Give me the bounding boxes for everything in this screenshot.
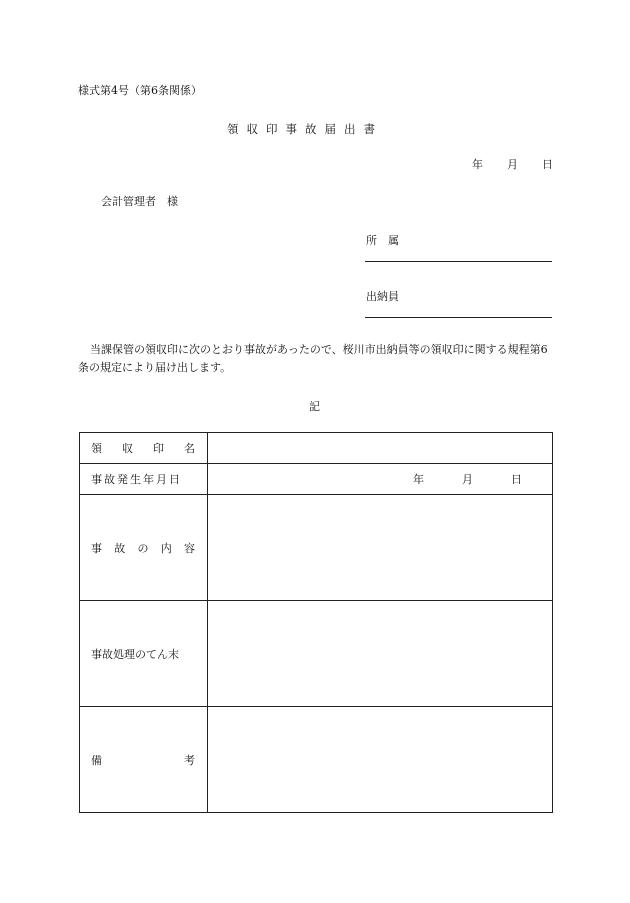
table-row-remarks: [80, 707, 553, 813]
remarks-field[interactable]: [208, 707, 553, 813]
affiliation-signature-line[interactable]: [365, 261, 552, 262]
cashier-label: 出納員: [366, 290, 399, 303]
affiliation-label: 所 属: [366, 234, 399, 247]
header-date: [472, 156, 553, 172]
incident-date-field[interactable]: [208, 464, 553, 495]
receipt-stamp-name-field[interactable]: [208, 433, 553, 464]
table-row-receipt-stamp-name: [80, 433, 553, 464]
label-char: 領: [91, 442, 102, 455]
label-char: 印: [153, 442, 164, 455]
label-char: 故: [114, 541, 126, 555]
incident-date-label: [80, 464, 208, 495]
incident-handling-label-text: 事故処理のてん末: [91, 647, 179, 661]
ki-heading: 記: [309, 400, 320, 413]
document-title: 領収印事故届出書: [227, 122, 383, 136]
table-row-incident-date: [80, 464, 553, 495]
header-date-day: 日: [542, 158, 553, 171]
table-row-incident-handling: [80, 601, 553, 707]
form-number: 様式第4号（第6条関係）: [78, 84, 202, 97]
body-text: 当課保管の領収印に次のとおり事故があったので、桜川市出納員等の領収印に関する規程第6条の規定により届け出します。: [78, 343, 548, 374]
receipt-stamp-name-label: [80, 433, 208, 464]
header-date-year: 年: [472, 158, 483, 171]
incident-content-field[interactable]: [208, 495, 553, 601]
label-char: 名: [184, 442, 195, 455]
addressee: 会計管理者 様: [101, 195, 178, 208]
incident-date-label-text: 事故発生年月日: [91, 473, 182, 486]
label-char: 事: [91, 541, 102, 555]
incident-date-day: 日: [511, 473, 522, 486]
incident-handling-field[interactable]: [208, 601, 553, 707]
label-char: 収: [122, 442, 133, 455]
table-row-incident-content: [80, 495, 553, 601]
label-char: 備: [91, 753, 102, 767]
label-char: の: [137, 541, 149, 555]
label-char: 内: [160, 541, 172, 555]
incident-record-table: [79, 432, 553, 813]
incident-handling-label: [80, 601, 208, 707]
remarks-label: [80, 707, 208, 813]
label-char: 容: [184, 541, 195, 555]
incident-date-year: 年: [413, 473, 424, 486]
incident-date-month: 月: [462, 473, 473, 486]
incident-content-label: [80, 495, 208, 601]
label-char: 考: [184, 753, 195, 767]
cashier-signature-line[interactable]: [365, 317, 552, 318]
header-date-month: 月: [507, 158, 518, 171]
